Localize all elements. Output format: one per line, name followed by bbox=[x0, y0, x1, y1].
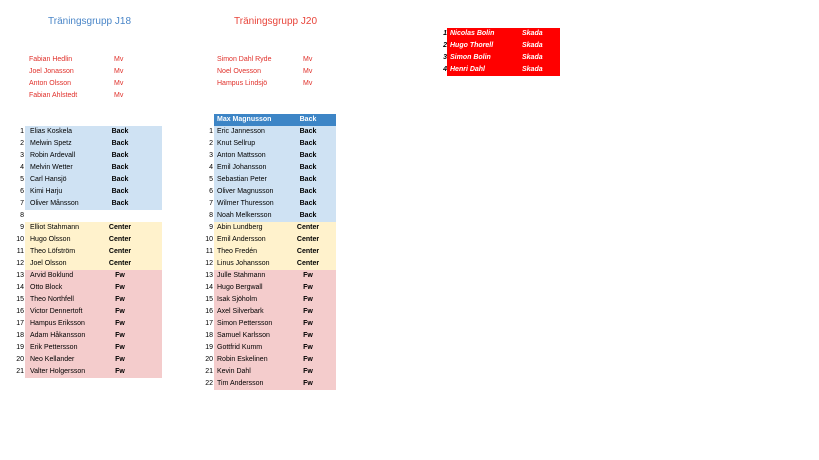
goalie-position[interactable]: Mv bbox=[114, 68, 124, 75]
player-name[interactable]: Isak Sjöholm bbox=[217, 296, 258, 303]
player-name[interactable]: Tim Andersson bbox=[217, 380, 264, 387]
row-number[interactable]: 8 bbox=[20, 212, 24, 219]
row-number[interactable]: 8 bbox=[209, 212, 213, 219]
player-position[interactable]: Back bbox=[299, 140, 317, 147]
player-name[interactable]: Oliver Månsson bbox=[30, 200, 79, 207]
injured-player-name[interactable]: Nicolas Bolin bbox=[450, 30, 495, 37]
row-number[interactable]: 15 bbox=[16, 296, 24, 303]
goalie-name[interactable]: Joel Jonasson bbox=[29, 68, 74, 75]
goalie-position[interactable]: Mv bbox=[114, 92, 124, 99]
player-name[interactable]: Joel Olsson bbox=[30, 260, 67, 267]
player-name[interactable]: Kevin Dahl bbox=[217, 368, 251, 375]
player-name[interactable]: Julle Stahmann bbox=[217, 272, 266, 279]
row-number[interactable]: 14 bbox=[16, 284, 24, 291]
player-position[interactable]: Fw bbox=[115, 296, 125, 303]
row-number[interactable]: 1 bbox=[209, 128, 213, 135]
goalie-position[interactable]: Mv bbox=[303, 68, 313, 75]
player-position[interactable]: Back bbox=[111, 200, 129, 207]
row-number[interactable]: 13 bbox=[205, 272, 213, 279]
goalie-name[interactable]: Hampus Lindsjö bbox=[217, 80, 268, 87]
goalie-name[interactable]: Fabian Hedlin bbox=[29, 56, 73, 63]
player-position[interactable]: Back bbox=[299, 128, 317, 135]
player-name[interactable]: Erik Pettersson bbox=[30, 344, 78, 351]
injury-status[interactable]: Skada bbox=[522, 66, 543, 73]
player-position[interactable]: Back bbox=[299, 164, 317, 171]
player-name[interactable]: Hampus Eriksson bbox=[30, 320, 85, 327]
player-position[interactable]: Fw bbox=[115, 368, 125, 375]
row-number[interactable]: 10 bbox=[16, 236, 24, 243]
injury-list bbox=[440, 28, 560, 76]
player-name[interactable]: Melvin Wetter bbox=[30, 164, 73, 171]
header-position[interactable]: Back bbox=[299, 116, 317, 123]
player-name[interactable]: Samuel Karlsson bbox=[217, 332, 270, 339]
header-player-name[interactable]: Max Magnusson bbox=[217, 116, 272, 123]
player-name[interactable]: Victor Dennertoft bbox=[30, 308, 83, 315]
player-name[interactable]: Abin Lundberg bbox=[217, 224, 263, 231]
row-number[interactable]: 18 bbox=[16, 332, 24, 339]
row-number[interactable]: 6 bbox=[209, 188, 213, 195]
player-name[interactable]: Theo Northfell bbox=[30, 296, 74, 303]
row-number[interactable]: 17 bbox=[205, 320, 213, 327]
player-name[interactable]: Elias Koskela bbox=[30, 128, 73, 135]
row-number[interactable]: 16 bbox=[205, 308, 213, 315]
goalie-name[interactable]: Fabian Ahlstedt bbox=[29, 92, 78, 99]
player-position[interactable]: Center bbox=[296, 248, 320, 255]
injury-status[interactable]: Skada bbox=[522, 54, 543, 61]
player-position[interactable]: Center bbox=[108, 260, 132, 267]
player-name[interactable]: Knut Sellrup bbox=[217, 140, 256, 147]
player-position[interactable]: Back bbox=[299, 188, 317, 195]
player-position[interactable]: Back bbox=[111, 128, 129, 135]
row-number[interactable]: 2 bbox=[443, 42, 447, 49]
player-position[interactable]: Center bbox=[108, 224, 132, 231]
player-position[interactable]: Back bbox=[299, 152, 317, 159]
player-position[interactable]: Fw bbox=[303, 296, 313, 303]
row-number[interactable]: 3 bbox=[20, 152, 24, 159]
injury-status[interactable]: Skada bbox=[522, 42, 543, 49]
player-position[interactable]: Fw bbox=[115, 272, 125, 279]
player-name[interactable]: Robin Ardevall bbox=[30, 152, 76, 159]
player-position[interactable]: Back bbox=[111, 188, 129, 195]
player-name[interactable]: Gottfrid Kumm bbox=[217, 344, 263, 351]
player-position[interactable]: Back bbox=[299, 176, 317, 183]
injured-player-name[interactable]: Simon Bolin bbox=[450, 54, 491, 61]
player-position[interactable]: Back bbox=[111, 140, 129, 147]
player-position[interactable]: Fw bbox=[115, 356, 125, 363]
row-number[interactable]: 16 bbox=[16, 308, 24, 315]
player-name[interactable]: Emil Johansson bbox=[217, 164, 267, 171]
player-position[interactable]: Fw bbox=[115, 344, 125, 351]
injury-row bbox=[440, 52, 560, 64]
player-position[interactable]: Fw bbox=[115, 308, 125, 315]
player-name[interactable]: Kimi Harju bbox=[30, 188, 63, 195]
injury-row bbox=[440, 40, 560, 52]
injured-player-name[interactable]: Henri Dahl bbox=[450, 66, 486, 73]
player-name[interactable]: Elliot Stahmann bbox=[30, 224, 80, 231]
player-position[interactable]: Fw bbox=[115, 332, 125, 339]
player-name[interactable]: Emil Andersson bbox=[217, 236, 266, 243]
goalie-name[interactable]: Anton Olsson bbox=[29, 80, 72, 87]
goalie-position[interactable]: Mv bbox=[303, 56, 313, 63]
player-name[interactable]: Arvid Boklund bbox=[30, 272, 74, 279]
row-number[interactable]: 17 bbox=[16, 320, 24, 327]
player-position[interactable]: Back bbox=[111, 176, 129, 183]
player-position[interactable]: Back bbox=[299, 212, 317, 219]
row-number[interactable]: 20 bbox=[16, 356, 24, 363]
row-number[interactable]: 7 bbox=[209, 200, 213, 207]
player-name[interactable]: Carl Hansjö bbox=[30, 176, 67, 183]
row-number[interactable]: 19 bbox=[205, 344, 213, 351]
player-position[interactable]: Fw bbox=[303, 284, 313, 291]
row-number[interactable]: 1 bbox=[20, 128, 24, 135]
player-name[interactable]: Oliver Magnusson bbox=[217, 188, 274, 195]
player-position[interactable]: Center bbox=[296, 260, 320, 267]
row-number[interactable]: 21 bbox=[16, 368, 24, 375]
player-position[interactable]: Fw bbox=[303, 356, 313, 363]
player-position[interactable]: Center bbox=[108, 248, 132, 255]
player-position[interactable]: Fw bbox=[115, 320, 125, 327]
player-position[interactable]: Back bbox=[299, 200, 317, 207]
row-number[interactable]: 1 bbox=[443, 30, 447, 37]
player-position[interactable]: Fw bbox=[303, 380, 313, 387]
row-number[interactable]: 9 bbox=[209, 224, 213, 231]
player-name[interactable]: Axel Silverbark bbox=[217, 308, 264, 315]
player-name[interactable]: Theo Fredén bbox=[217, 248, 258, 255]
player-name[interactable]: Noah Melkersson bbox=[217, 212, 272, 219]
row-number[interactable]: 6 bbox=[20, 188, 24, 195]
injured-player-name[interactable]: Hugo Thorell bbox=[450, 42, 494, 49]
player-name[interactable]: Simon Pettersson bbox=[217, 320, 273, 327]
player-name[interactable]: Sebastian Peter bbox=[217, 176, 267, 183]
player-position[interactable]: Fw bbox=[115, 284, 125, 291]
j20-title: Träningsgrupp J20 bbox=[234, 16, 318, 27]
row-number[interactable]: 11 bbox=[205, 248, 213, 255]
row-number[interactable]: 4 bbox=[209, 164, 213, 171]
row-number[interactable]: 10 bbox=[205, 236, 213, 243]
row-background bbox=[25, 210, 162, 222]
goalie-position[interactable]: Mv bbox=[303, 80, 313, 87]
player-name[interactable]: Wilmer Thuresson bbox=[217, 200, 274, 207]
player-position[interactable]: Fw bbox=[303, 272, 313, 279]
row-number[interactable]: 5 bbox=[209, 176, 213, 183]
player-name[interactable]: Hugo Olsson bbox=[30, 236, 71, 243]
row-number[interactable]: 13 bbox=[16, 272, 24, 279]
player-position[interactable]: Fw bbox=[303, 332, 313, 339]
row-number[interactable]: 12 bbox=[205, 260, 213, 267]
row-number[interactable]: 4 bbox=[20, 164, 24, 171]
row-number[interactable]: 22 bbox=[205, 380, 213, 387]
injury-row bbox=[440, 28, 560, 40]
player-name[interactable]: Adam Håkansson bbox=[30, 332, 86, 339]
row-number[interactable]: 14 bbox=[205, 284, 213, 291]
player-position[interactable]: Fw bbox=[303, 344, 313, 351]
row-number[interactable]: 2 bbox=[20, 140, 24, 147]
player-position[interactable]: Back bbox=[111, 164, 129, 171]
row-number[interactable]: 2 bbox=[209, 140, 213, 147]
row-number[interactable]: 15 bbox=[205, 296, 213, 303]
player-position[interactable]: Center bbox=[296, 224, 320, 231]
player-position[interactable]: Fw bbox=[303, 308, 313, 315]
player-position[interactable]: Center bbox=[108, 236, 132, 243]
j18-title: Träningsgrupp J18 bbox=[48, 16, 132, 27]
goalie-name[interactable]: Noel Ovesson bbox=[217, 68, 261, 75]
player-name[interactable]: Eric Jannesson bbox=[217, 128, 265, 135]
row-number[interactable]: 7 bbox=[20, 200, 24, 207]
row-number[interactable]: 18 bbox=[205, 332, 213, 339]
row-number[interactable]: 3 bbox=[443, 54, 447, 61]
row-number[interactable]: 19 bbox=[16, 344, 24, 351]
player-position[interactable]: Fw bbox=[303, 368, 313, 375]
player-name[interactable]: Robin Eskelinen bbox=[217, 356, 268, 363]
goalie-name[interactable]: Simon Dahl Ryde bbox=[217, 56, 272, 63]
row-number[interactable]: 21 bbox=[205, 368, 213, 375]
row-number[interactable]: 20 bbox=[205, 356, 213, 363]
player-position[interactable]: Back bbox=[111, 152, 129, 159]
injury-status[interactable]: Skada bbox=[522, 30, 543, 37]
player-position[interactable]: Fw bbox=[303, 320, 313, 327]
player-name[interactable]: Linus Johansson bbox=[217, 260, 270, 267]
player-name[interactable]: Hugo Bergwall bbox=[217, 284, 263, 291]
player-name[interactable]: Anton Mattsson bbox=[217, 152, 266, 159]
goalie-position[interactable]: Mv bbox=[114, 80, 124, 87]
row-number[interactable]: 4 bbox=[443, 66, 447, 73]
row-number[interactable]: 11 bbox=[16, 248, 24, 255]
injury-row bbox=[440, 64, 560, 76]
player-name[interactable]: Valter Holgersson bbox=[30, 368, 86, 375]
player-name[interactable]: Theo Löfström bbox=[30, 248, 76, 255]
row-number[interactable]: 12 bbox=[16, 260, 24, 267]
player-name[interactable]: Neo Kellander bbox=[30, 356, 75, 363]
player-position[interactable]: Center bbox=[296, 236, 320, 243]
row-number[interactable]: 5 bbox=[20, 176, 24, 183]
row-number[interactable]: 3 bbox=[209, 152, 213, 159]
row-number[interactable]: 9 bbox=[20, 224, 24, 231]
player-name[interactable]: Otto Block bbox=[30, 284, 63, 291]
goalie-position[interactable]: Mv bbox=[114, 56, 124, 63]
player-name[interactable]: Melwin Spetz bbox=[30, 140, 72, 147]
